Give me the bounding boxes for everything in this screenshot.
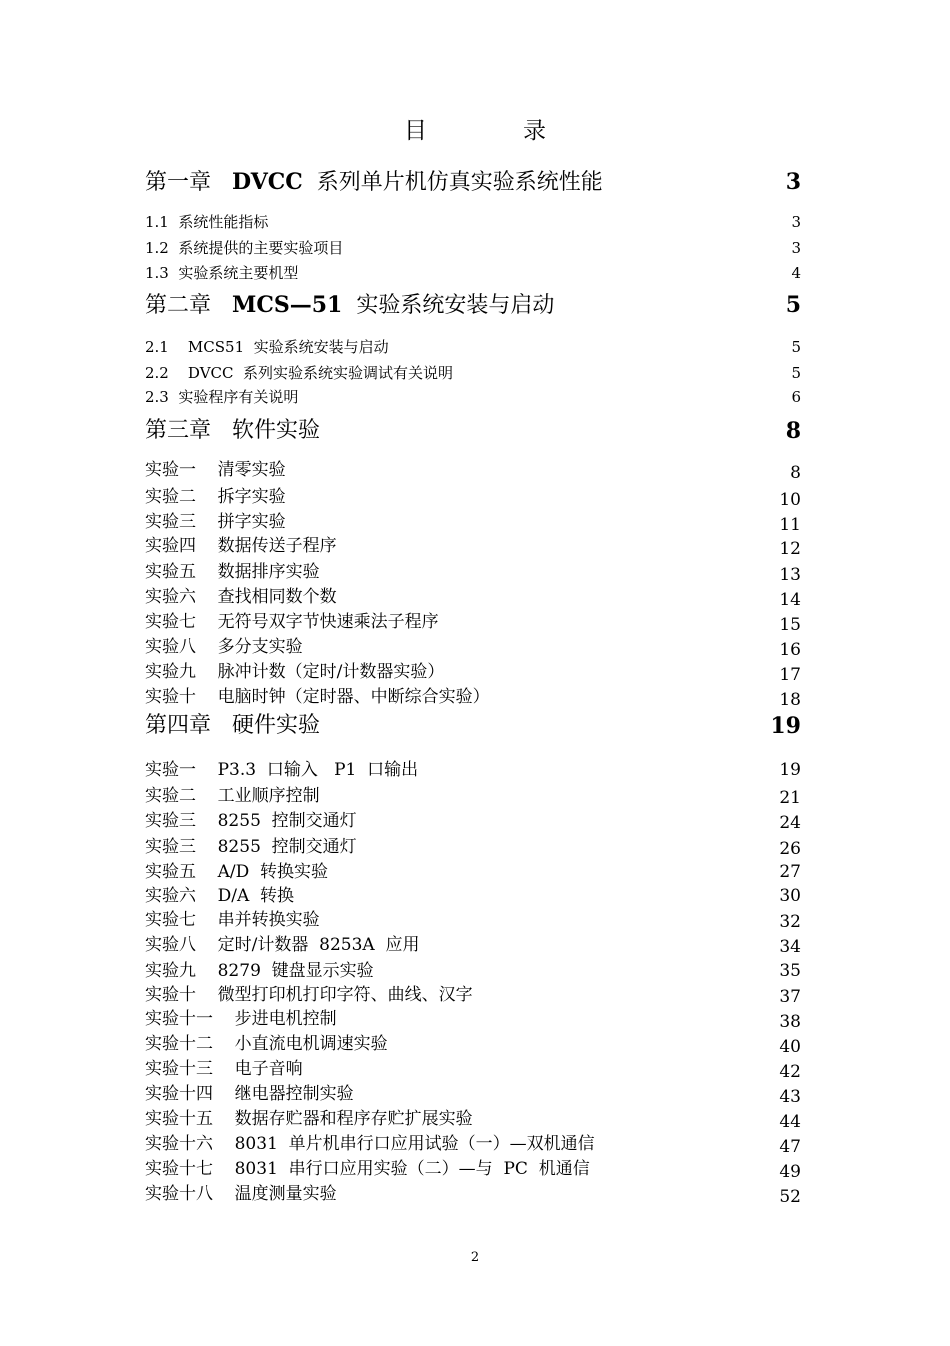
experiment-page: 44 (779, 1112, 801, 1132)
experiment-label: 实验五 数据排序实验 (145, 562, 320, 582)
toc-section[interactable] (145, 263, 801, 287)
experiment-label: 实验十六 8031 单片机串行口应用试验（一）—双机通信 (145, 1134, 595, 1154)
toc-experiment[interactable] (145, 885, 801, 909)
experiment-label: 实验五 A/D 转换实验 (145, 862, 329, 882)
experiment-label: 实验十七 8031 串行口应用实验（二）—与 PC 机通信 (145, 1159, 590, 1179)
toc-experiment[interactable] (145, 1133, 801, 1157)
chapter-title: 第四章 硬件实验 (145, 713, 321, 738)
experiment-page: 19 (779, 760, 801, 780)
toc-experiment[interactable] (145, 586, 801, 610)
experiment-page: 26 (779, 839, 801, 859)
toc-experiment[interactable] (145, 611, 801, 635)
experiment-page: 40 (779, 1037, 801, 1057)
toc-section[interactable] (145, 363, 801, 387)
experiment-page: 43 (779, 1087, 801, 1107)
experiment-page: 16 (779, 640, 801, 660)
section-page: 5 (791, 364, 801, 382)
section-page: 6 (791, 388, 801, 406)
experiment-label: 实验三 8255 控制交通灯 (145, 811, 357, 831)
experiment-page: 42 (779, 1062, 801, 1082)
toc-experiment[interactable] (145, 1108, 801, 1132)
toc-experiment[interactable] (145, 984, 801, 1008)
chapter-page: 19 (770, 713, 801, 739)
experiment-page: 47 (779, 1137, 801, 1157)
experiment-page: 14 (779, 590, 801, 610)
toc-experiment[interactable] (145, 561, 801, 585)
section-label: 2.2 DVCC 系列实验系统实验调试有关说明 (145, 364, 454, 382)
toc-experiment[interactable] (145, 661, 801, 685)
experiment-label: 实验九 8279 键盘显示实验 (145, 961, 374, 981)
experiment-label: 实验一 P3.3 口输入 P1 口输出 (145, 760, 419, 780)
experiment-label: 实验四 数据传送子程序 (145, 536, 337, 556)
experiment-page: 49 (779, 1162, 801, 1182)
toc-chapter-2[interactable] (145, 291, 801, 318)
experiment-page: 27 (779, 862, 801, 882)
section-page: 3 (791, 239, 801, 257)
toc-section[interactable] (145, 337, 801, 361)
toc-chapter-1[interactable] (145, 168, 801, 195)
toc-experiment[interactable] (145, 511, 801, 535)
experiment-label: 实验十八 温度测量实验 (145, 1184, 337, 1204)
experiment-label: 实验三 拼字实验 (145, 512, 286, 532)
experiment-page: 34 (779, 937, 801, 957)
toc-experiment[interactable] (145, 1183, 801, 1207)
experiment-label: 实验七 串并转换实验 (145, 910, 320, 930)
experiment-label: 实验六 D/A 转换 (145, 886, 295, 906)
chapter-title: 第三章 软件实验 (145, 418, 321, 443)
toc-experiment[interactable] (145, 759, 801, 783)
experiment-label: 实验九 脉冲计数（定时/计数器实验） (145, 662, 445, 682)
experiment-label: 实验三 8255 控制交通灯 (145, 837, 357, 857)
toc-experiment[interactable] (145, 459, 801, 483)
section-page: 4 (791, 264, 801, 282)
toc-experiment[interactable] (145, 810, 801, 834)
section-label: 2.3 实验程序有关说明 (145, 388, 299, 406)
experiment-label: 实验一 清零实验 (145, 460, 286, 480)
experiment-page: 21 (779, 788, 801, 808)
experiment-page: 12 (779, 539, 801, 559)
section-label: 1.2 系统提供的主要实验项目 (145, 239, 344, 257)
experiment-page: 37 (779, 987, 801, 1007)
experiment-page: 52 (779, 1187, 801, 1207)
page-number: 2 (470, 1250, 480, 1265)
toc-experiment[interactable] (145, 686, 801, 710)
chapter-page: 5 (785, 292, 801, 318)
experiment-page: 8 (790, 463, 801, 483)
experiment-page: 38 (779, 1012, 801, 1032)
toc-experiment[interactable] (145, 934, 801, 958)
experiment-label: 实验八 定时/计数器 8253A 应用 (145, 935, 420, 955)
experiment-label: 实验十 微型打印机打印字符、曲线、汉字 (145, 985, 473, 1005)
experiment-label: 实验八 多分支实验 (145, 637, 303, 657)
toc-title-char-1: 目 (404, 118, 427, 144)
toc-section[interactable] (145, 387, 801, 411)
section-label: 2.1 MCS51 实验系统安装与启动 (145, 338, 389, 356)
experiment-page: 17 (779, 665, 801, 685)
toc-section[interactable] (145, 238, 801, 262)
experiment-label: 实验十三 电子音响 (145, 1059, 303, 1079)
toc-experiment[interactable] (145, 1083, 801, 1107)
chapter-page: 3 (785, 169, 801, 195)
experiment-label: 实验六 查找相同数个数 (145, 587, 337, 607)
experiment-label: 实验十 电脑时钟（定时器、中断综合实验） (145, 687, 490, 707)
experiment-page: 35 (779, 961, 801, 981)
experiment-page: 18 (779, 690, 801, 710)
section-page: 5 (791, 338, 801, 356)
toc-experiment[interactable] (145, 1033, 801, 1057)
toc-experiment[interactable] (145, 1058, 801, 1082)
section-label: 1.3 实验系统主要机型 (145, 264, 299, 282)
chapter-title: 第一章 DVCC 系列单片机仿真实验系统性能 (145, 169, 603, 195)
toc-experiment[interactable] (145, 909, 801, 933)
experiment-label: 实验十一 步进电机控制 (145, 1009, 337, 1029)
toc-section[interactable] (145, 212, 801, 236)
toc-experiment[interactable] (145, 535, 801, 559)
experiment-label: 实验十四 继电器控制实验 (145, 1084, 354, 1104)
chapter-title: 第二章 MCS—51 实验系统安装与启动 (145, 292, 555, 318)
experiment-page: 13 (779, 565, 801, 585)
toc-experiment[interactable] (145, 1158, 801, 1182)
toc-chapter-3[interactable] (145, 417, 801, 444)
section-label: 1.1 系统性能指标 (145, 213, 269, 231)
experiment-label: 实验十二 小直流电机调速实验 (145, 1034, 388, 1054)
toc-experiment[interactable] (145, 785, 801, 809)
experiment-page: 32 (779, 912, 801, 932)
toc-experiment[interactable] (145, 1008, 801, 1032)
experiment-label: 实验十五 数据存贮器和程序存贮扩展实验 (145, 1109, 473, 1129)
toc-chapter-4[interactable] (145, 712, 801, 739)
experiment-page: 10 (779, 490, 801, 510)
toc-experiment[interactable] (145, 861, 801, 885)
experiment-label: 实验七 无符号双字节快速乘法子程序 (145, 612, 439, 632)
experiment-page: 24 (779, 813, 801, 833)
toc-title-char-2: 录 (523, 118, 546, 144)
toc-experiment[interactable] (145, 636, 801, 660)
experiment-page: 30 (779, 886, 801, 906)
experiment-page: 15 (779, 615, 801, 635)
toc-experiment[interactable] (145, 836, 801, 860)
chapter-page: 8 (785, 418, 801, 444)
experiment-label: 实验二 工业顺序控制 (145, 786, 320, 806)
experiment-page: 11 (779, 515, 801, 535)
section-page: 3 (791, 213, 801, 231)
toc-experiment[interactable] (145, 486, 801, 510)
experiment-label: 实验二 拆字实验 (145, 487, 286, 507)
toc-experiment[interactable] (145, 960, 801, 984)
